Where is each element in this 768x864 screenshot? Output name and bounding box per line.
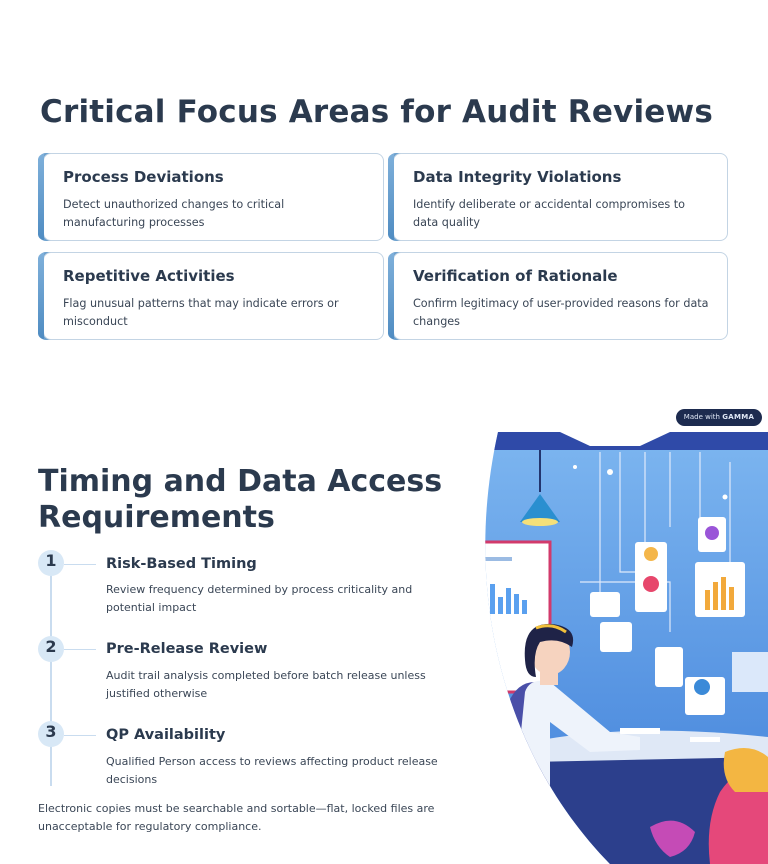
lab-scene-image — [470, 432, 768, 864]
card-repetitive-activities — [43, 252, 384, 340]
step-description: Audit trail analysis completed before batch release unless justified otherwise — [106, 669, 426, 700]
card-process-deviations — [43, 153, 384, 241]
card-description: Detect unauthorized changes to critical manufacturing processes — [63, 198, 285, 229]
step-description: Qualified Person access to reviews affecting product release decisions — [106, 755, 438, 786]
badge-brand: GAMMA — [722, 413, 755, 421]
step-title: QP Availability — [106, 727, 226, 743]
card-title: Repetitive Activities — [63, 267, 235, 285]
card-title: Verification of Rationale — [413, 267, 618, 285]
step-number: 3 — [38, 721, 64, 747]
footnote: Electronic copies must be searchable and sortable—flat, locked files are unacceptable for regulatory compliance. — [38, 802, 435, 833]
section-title: Timing and Data Access Requirements — [38, 464, 443, 535]
timeline-line — [50, 572, 52, 786]
step-title: Risk-Based Timing — [106, 556, 257, 572]
card-description: Flag unusual patterns that may indicate errors or misconduct — [63, 297, 339, 328]
step-number: 2 — [38, 636, 64, 662]
badge-prefix: Made with — [683, 413, 720, 421]
step-connector — [64, 735, 96, 736]
lab-illustration — [470, 432, 768, 864]
step-number: 1 — [38, 550, 64, 576]
card-description: Confirm legitimacy of user-provided reasons for data changes — [413, 297, 709, 328]
step-description: Review frequency determined by process criticality and potential impact — [106, 583, 413, 614]
card-description: Identify deliberate or accidental compromises to data quality — [413, 198, 686, 229]
made-with-gamma-badge[interactable] — [676, 409, 762, 426]
step-connector — [64, 649, 96, 650]
step-title: Pre-Release Review — [106, 641, 268, 657]
page-title: Critical Focus Areas for Audit Reviews — [40, 94, 713, 130]
card-title: Process Deviations — [63, 168, 224, 186]
card-verification-rationale — [393, 252, 728, 340]
step-connector — [64, 564, 96, 565]
card-title: Data Integrity Violations — [413, 168, 622, 186]
card-data-integrity — [393, 153, 728, 241]
